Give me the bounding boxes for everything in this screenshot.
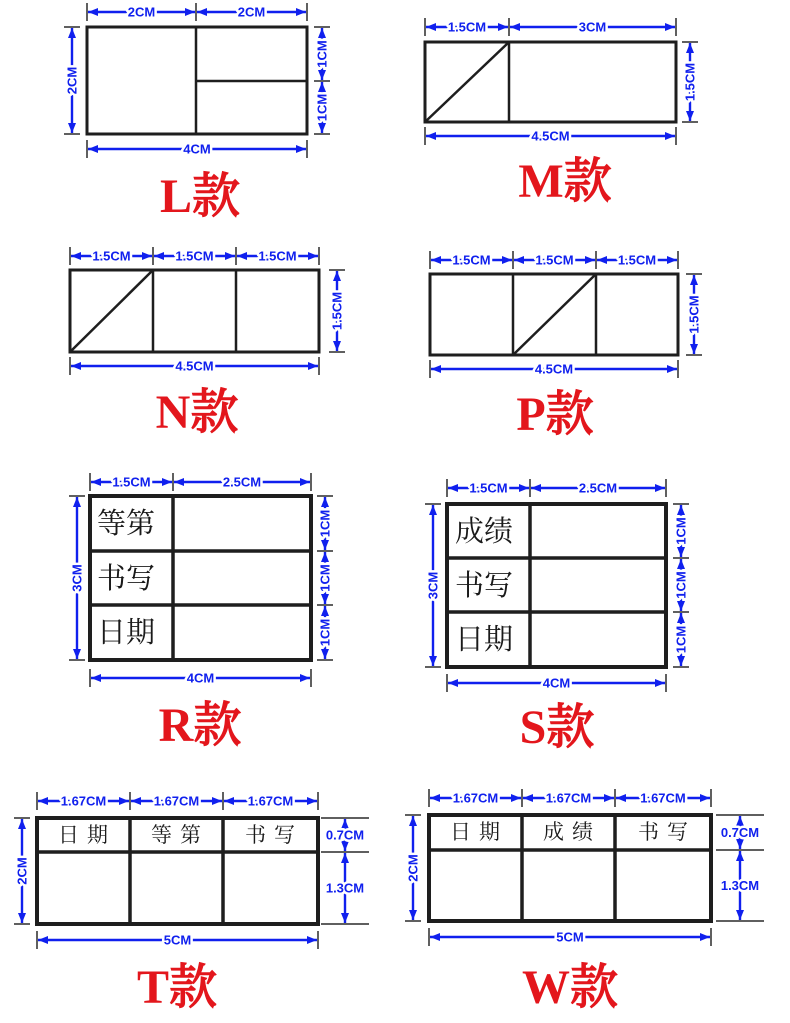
cell-label: 书写 <box>455 568 514 602</box>
right-dimension <box>314 27 330 134</box>
dimension-label: 1.5CM <box>112 474 151 490</box>
model-label: W款 <box>521 961 619 1014</box>
dimension-label: 1.67CM <box>60 793 107 809</box>
dimension-label: 1.5CM <box>447 19 487 35</box>
dimension-label: 1.5CM <box>175 248 214 264</box>
dimension-label: 1.67CM <box>452 790 499 806</box>
header-label: 日期 <box>58 823 116 847</box>
header-label: 等第 <box>151 823 209 847</box>
top-dimension <box>37 792 318 810</box>
dimension-label: 3CM <box>69 564 85 592</box>
dimension-label: 1.3CM <box>720 878 760 893</box>
dimension-label: 2CM <box>405 854 421 882</box>
dimension-label: 1.5CM <box>686 295 702 334</box>
model-label: P款 <box>516 388 594 441</box>
dimension-label: 1.5CM <box>329 291 345 331</box>
dimension-label: 0.7CM <box>325 827 365 843</box>
dimension-label: 1.5CM <box>258 248 297 264</box>
box-outline <box>425 42 676 122</box>
dimension-label: 4CM <box>183 141 211 157</box>
dimension-label: 1.67CM <box>545 790 592 806</box>
dimension-label: 4.5CM <box>531 128 570 144</box>
dimension-label: 1.5CM <box>617 252 657 268</box>
dimension-label: 1.67CM <box>640 790 686 806</box>
dimension-label: 1CM <box>673 625 689 654</box>
cell-label: 等第 <box>97 506 156 540</box>
dimension-label: 1CM <box>673 571 689 599</box>
dimension-label: 2CM <box>127 4 156 20</box>
dimension-label: 1.5CM <box>92 248 131 264</box>
dimension-label: 4CM <box>186 670 215 686</box>
dimension-label: 1.67CM <box>247 793 294 809</box>
dimension-label: 1CM <box>317 564 333 592</box>
header-label: 书写 <box>638 820 696 844</box>
right-dimension <box>673 504 689 667</box>
cell-label: 成绩 <box>455 514 514 548</box>
cell-label: 书写 <box>97 561 156 595</box>
dimension-label: 1.5CM <box>682 62 698 102</box>
cell-label: 日期 <box>97 615 156 649</box>
dimension-label: 4CM <box>542 675 571 691</box>
dimension-label: 2CM <box>64 66 80 95</box>
top-dimension <box>429 789 711 807</box>
header-label: 成绩 <box>543 820 601 844</box>
dimension-label: 5CM <box>556 929 584 945</box>
dimension-label: 1.5CM <box>535 252 574 268</box>
dimension-label: 1.5CM <box>452 252 491 268</box>
right-dimension <box>317 496 333 660</box>
dimension-label: 1CM <box>673 517 689 545</box>
dimension-label: 1.3CM <box>325 880 365 896</box>
cell-label: 日期 <box>455 622 514 656</box>
model-label: L款 <box>159 170 241 223</box>
dimension-label: 3CM <box>578 19 607 35</box>
dimension-label: 4.5CM <box>534 361 574 377</box>
dimension-label: 2CM <box>237 4 266 20</box>
top-dimension <box>70 247 319 265</box>
dimension-label: 1.67CM <box>153 793 200 809</box>
header-label: 书写 <box>245 823 303 847</box>
model-label: T款 <box>136 961 218 1014</box>
dimension-label: 3CM <box>425 571 441 600</box>
dimension-label: 1CM <box>314 40 330 68</box>
dimension-label: 5CM <box>163 932 192 948</box>
box-outline <box>70 270 319 352</box>
dimension-label: 2.5CM <box>222 474 262 490</box>
header-label: 日期 <box>450 820 508 844</box>
dimension-label: 1CM <box>317 618 333 647</box>
model-label: M款 <box>518 155 612 208</box>
dimension-label: 1CM <box>314 93 330 122</box>
dimension-label: 1CM <box>317 509 333 538</box>
dimension-label: 0.7CM <box>720 825 760 840</box>
dimension-label: 4.5CM <box>175 358 214 374</box>
dimension-label: 2CM <box>14 857 30 885</box>
model-label: S款 <box>519 701 595 754</box>
top-dimension <box>430 251 678 269</box>
model-label: N款 <box>155 386 239 439</box>
model-label: R款 <box>158 699 242 752</box>
dimension-label: 2.5CM <box>578 480 618 496</box>
dimension-label: 1.5CM <box>469 480 508 496</box>
